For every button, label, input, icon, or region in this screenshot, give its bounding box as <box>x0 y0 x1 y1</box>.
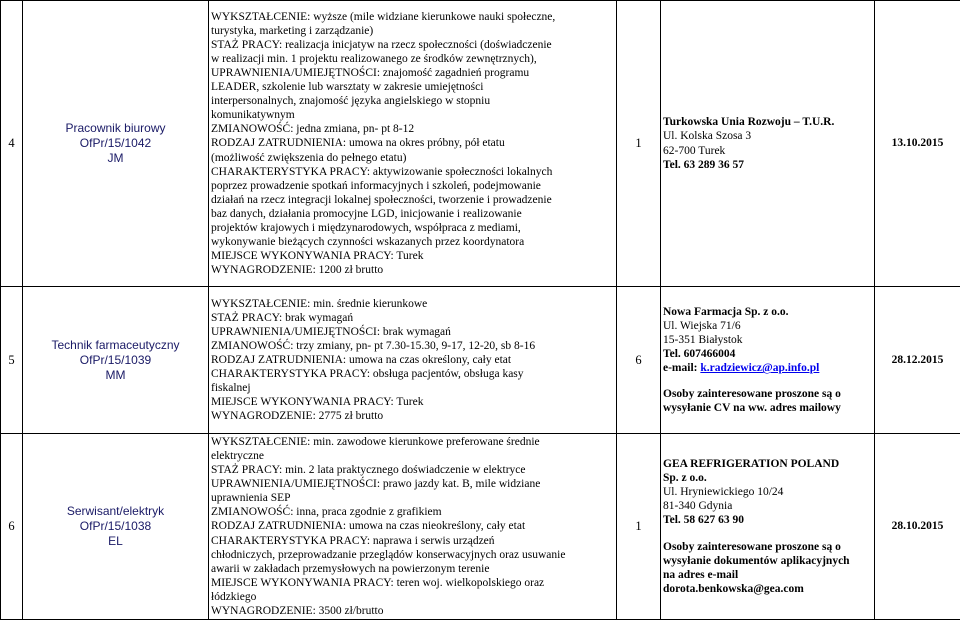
employer-phone: Tel. 58 627 63 90 <box>663 513 872 527</box>
vacancy-count: 1 <box>617 434 661 620</box>
requirement-line: WYNAGRODZENIE: 2775 zł brutto <box>211 409 614 423</box>
spacer <box>663 528 872 540</box>
employer-city: 15-351 Białystok <box>663 333 872 347</box>
requirement-line: uprawnienia SEP <box>211 491 614 505</box>
position-title: Pracownik biurowy <box>25 121 206 136</box>
requirement-line: projektów krajowych i międzynarodowych, współpraca z mediami, <box>211 221 614 235</box>
requirement-line: RODZAJ ZATRUDNIENIA: umowa na czas określony, cały etat <box>211 353 614 367</box>
requirement-line: turystyka, marketing i zarządzanie) <box>211 24 614 38</box>
requirement-line: STAŻ PRACY: brak wymagań <box>211 311 614 325</box>
requirement-line: chłodniczych, przeprowadzanie przeglądów konserwacyjnych oraz usuwanie <box>211 548 614 562</box>
position-cell <box>23 287 209 434</box>
employer-street: Ul. Wiejska 71/6 <box>663 319 872 333</box>
requirement-line: MIEJSCE WYKONYWANIA PRACY: Turek <box>211 395 614 409</box>
employer-street: Ul. Hryniewickiego 10/24 <box>663 485 872 499</box>
employer-name-suffix: Sp. z o.o. <box>663 471 872 485</box>
requirement-line: ZMIANOWOŚĆ: jedna zmiana, pn- pt 8-12 <box>211 122 614 136</box>
employer-street: Ul. Kolska Szosa 3 <box>663 129 872 143</box>
requirement-line: elektryczne <box>211 449 614 463</box>
position-cell <box>23 1 209 287</box>
requirement-line: baz danych, działania promocyjne LGD, inicjowanie i realizowanie <box>211 207 614 221</box>
vacancy-count: 1 <box>617 1 661 287</box>
requirement-line: MIEJSCE WYKONYWANIA PRACY: teren woj. wielkopolskiego oraz <box>211 576 614 590</box>
vacancy-count: 6 <box>617 287 661 434</box>
requirement-line: RODZAJ ZATRUDNIENIA: umowa na okres próbny, pół etatu <box>211 136 614 150</box>
application-note-line: Osoby zainteresowane proszone są o <box>663 540 872 554</box>
requirement-line: WYKSZTAŁCENIE: min. średnie kierunkowe <box>211 297 614 311</box>
requirement-line: poprzez prowadzenie spotkań informacyjnych i szkoleń, podejmowanie <box>211 179 614 193</box>
requirement-line: komunikatywnym <box>211 108 614 122</box>
requirement-line: UPRAWNIENIA/UMIEJĘTNOŚCI: brak wymagań <box>211 325 614 339</box>
offer-code: OfPr/15/1042 <box>25 136 206 151</box>
employer-cell <box>661 287 875 434</box>
advisor-initials: MM <box>25 368 206 383</box>
spacer <box>663 375 872 387</box>
offer-date: 13.10.2015 <box>875 1 960 287</box>
requirement-line: STAŻ PRACY: min. 2 lata praktycznego doświadczenie w elektryce <box>211 463 614 477</box>
application-note-line: wysyłanie dokumentów aplikacyjnych <box>663 554 872 568</box>
employer-name: GEA REFRIGERATION POLAND <box>663 457 872 471</box>
position-title: Serwisant/elektryk <box>25 504 206 519</box>
requirement-line: UPRAWNIENIA/UMIEJĘTNOŚCI: znajomość zagadnień programu <box>211 66 614 80</box>
offer-number: 4 <box>1 1 23 287</box>
table-row <box>1 287 960 434</box>
requirement-line: awarii w zakładach przemysłowych na powierzonym terenie <box>211 562 614 576</box>
table-row <box>1 434 960 620</box>
requirement-line: WYNAGRODZENIE: 1200 zł brutto <box>211 263 614 277</box>
requirement-line: łódzkiego <box>211 590 614 604</box>
requirement-line: RODZAJ ZATRUDNIENIA: umowa na czas nieokreślony, cały etat <box>211 519 614 533</box>
requirement-line: STAŻ PRACY: realizacja inicjatyw na rzecz społeczności (doświadczenie <box>211 38 614 52</box>
employer-email: dorota.benkowska@gea.com <box>663 582 872 596</box>
position-title: Technik farmaceutyczny <box>25 338 206 353</box>
requirement-line: fiskalnej <box>211 381 614 395</box>
requirement-line: (możliwość zwiększenia do pełnego etatu) <box>211 151 614 165</box>
requirement-line: LEADER, szkolenie lub warsztaty w zakresie umiejętności <box>211 80 614 94</box>
requirements-cell <box>209 1 617 287</box>
application-note-line: na adres e-mail <box>663 568 872 582</box>
requirement-line: ZMIANOWOŚĆ: inna, praca zgodnie z grafikiem <box>211 505 614 519</box>
position-cell <box>23 434 209 620</box>
requirement-line: ZMIANOWOŚĆ: trzy zmiany, pn- pt 7.30-15.30, 9-17, 12-20, sb 8-16 <box>211 339 614 353</box>
employer-email-line <box>663 361 872 375</box>
offer-date: 28.12.2015 <box>875 287 960 434</box>
offer-code: OfPr/15/1039 <box>25 353 206 368</box>
requirement-line: WYKSZTAŁCENIE: wyższe (mile widziane kierunkowe nauki społeczne, <box>211 10 614 24</box>
requirement-line: w realizacji min. 1 projektu realizowanego ze środków zewnętrznych), <box>211 52 614 66</box>
email-label: e-mail: <box>663 362 697 374</box>
requirements-cell <box>209 287 617 434</box>
employer-name: Nowa Farmacja Sp. z o.o. <box>663 305 872 319</box>
requirement-line: MIEJSCE WYKONYWANIA PRACY: Turek <box>211 249 614 263</box>
employer-cell <box>661 434 875 620</box>
requirement-line: wykonywanie bieżących czynności wskazanych przez koordynatora <box>211 235 614 249</box>
offer-code: OfPr/15/1038 <box>25 519 206 534</box>
employer-phone: Tel. 63 289 36 57 <box>663 158 872 172</box>
requirement-line: CHARAKTERYSTYKA PRACY: naprawa i serwis urządzeń <box>211 534 614 548</box>
employer-phone: Tel. 607466004 <box>663 347 872 361</box>
requirement-line: CHARAKTERYSTYKA PRACY: aktywizowanie społeczności lokalnych <box>211 165 614 179</box>
advisor-initials: JM <box>25 151 206 166</box>
application-note-line: Osoby zainteresowane proszone są o <box>663 387 872 401</box>
offer-number: 6 <box>1 434 23 620</box>
email-link[interactable]: k.radziewicz@ap.info.pl <box>700 362 819 374</box>
application-note-line: wysyłanie CV na ww. adres mailowy <box>663 401 872 415</box>
employer-city: 62-700 Turek <box>663 144 872 158</box>
requirement-line: interpersonalnych, znajomość języka angielskiego w stopniu <box>211 94 614 108</box>
requirement-line: WYNAGRODZENIE: 3500 zł/brutto <box>211 604 614 618</box>
employer-city: 81-340 Gdynia <box>663 499 872 513</box>
requirement-line: działań na rzecz integracji lokalnej społeczności, tworzenie i prowadzenie <box>211 193 614 207</box>
offer-number: 5 <box>1 287 23 434</box>
employer-name: Turkowska Unia Rozwoju – T.U.R. <box>663 115 872 129</box>
requirement-line: WYKSZTAŁCENIE: min. zawodowe kierunkowe preferowane średnie <box>211 435 614 449</box>
requirement-line: CHARAKTERYSTYKA PRACY: obsługa pacjentów, obsługa kasy <box>211 367 614 381</box>
advisor-initials: EL <box>25 534 206 549</box>
requirement-line: UPRAWNIENIA/UMIEJĘTNOŚCI: prawo jazdy kat. B, mile widziane <box>211 477 614 491</box>
employer-cell <box>661 1 875 287</box>
requirements-cell <box>209 434 617 620</box>
table-row <box>1 1 960 287</box>
offer-date: 28.10.2015 <box>875 434 960 620</box>
